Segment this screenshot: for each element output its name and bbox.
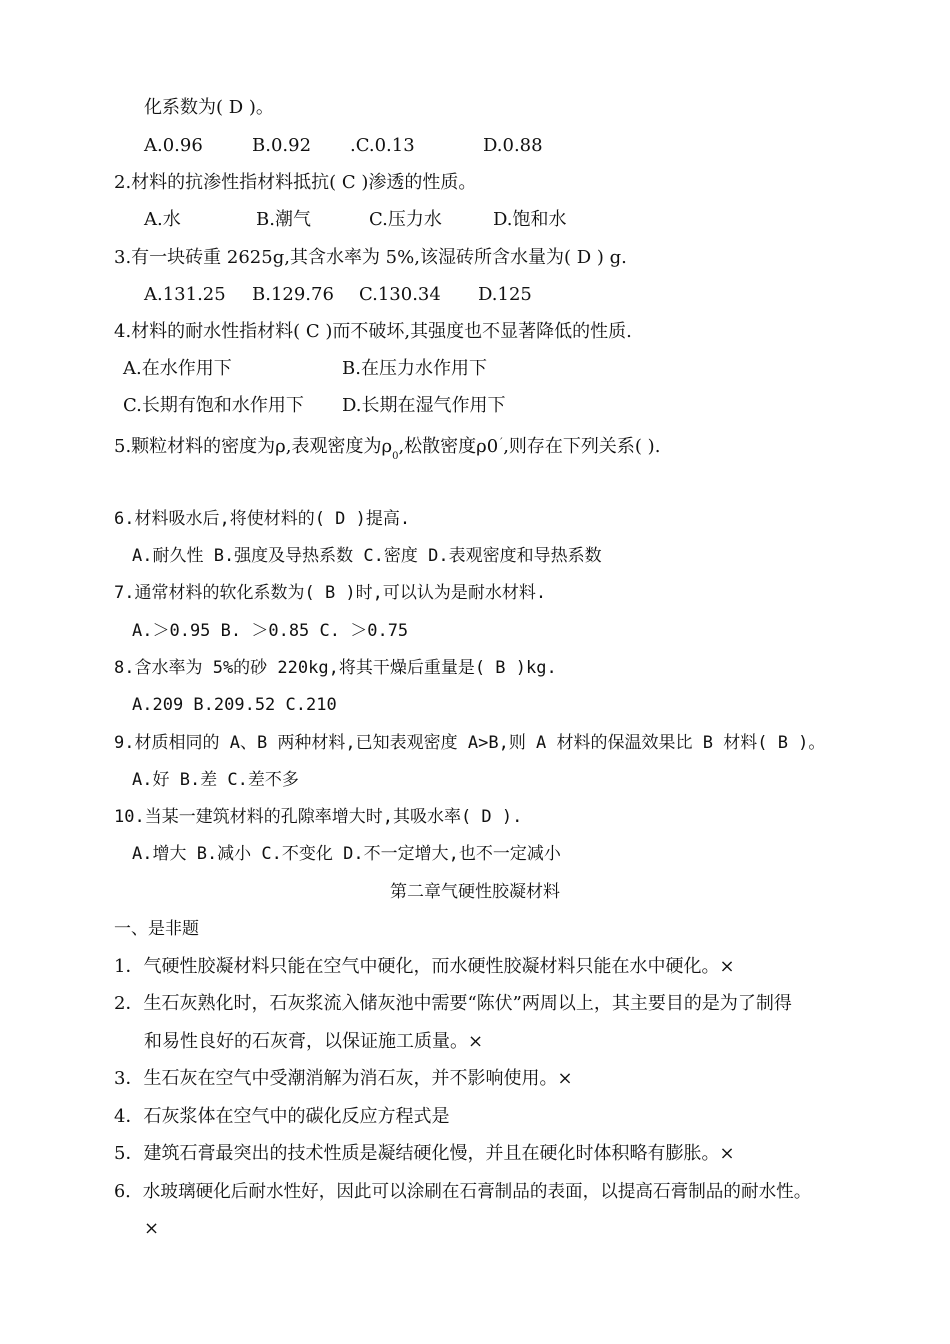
tf-item-4: 4．石灰浆体在空气中的碳化反应方程式是 bbox=[114, 1106, 450, 1127]
q8-options: A.209 B.209.52 C.210 bbox=[132, 695, 337, 715]
q6-text: 6.材料吸水后,将使材料的( D )提高. bbox=[114, 509, 411, 529]
q9-text: 9.材质相同的 A、B 两种材料,已知表观密度 A>B,则 A 材料的保温效果比 B 材料( B )。 bbox=[114, 733, 826, 753]
q9-options: A.好 B.差 C.差不多 bbox=[132, 770, 299, 790]
tf-item-6: 6．水玻璃硬化后耐水性好，因此可以涂刷在石膏制品的表面，以提高石膏制品的耐水性。 bbox=[114, 1182, 812, 1202]
q3-option-a: A.131.25 bbox=[144, 284, 226, 305]
q5-text-middle: ,松散密度ρ0 bbox=[398, 436, 499, 457]
q1-option-b: B.0.92 bbox=[252, 135, 312, 156]
tf-item-2-cont: 和易性良好的石灰膏，以保证施工质量。× bbox=[144, 1031, 484, 1052]
q5-superscript: ˊ bbox=[498, 438, 504, 449]
q7-options: A.＞0.95 B. ＞0.85 C. ＞0.75 bbox=[132, 621, 409, 641]
q2-option-b: B.潮气 bbox=[256, 209, 311, 230]
q2-option-d: D.饱和水 bbox=[493, 209, 567, 230]
q5-text-start: 5.颗粒材料的密度为ρ,表观密度为ρ bbox=[114, 436, 393, 457]
q4-option-d: D.长期在湿气作用下 bbox=[342, 395, 506, 416]
q4-text: 4.材料的耐水性指材料( C )而不破坏,其强度也不显著降低的性质. bbox=[114, 321, 632, 342]
q5-text-end: ,则存在下列关系( ). bbox=[503, 436, 661, 457]
q2-option-c: C.压力水 bbox=[369, 209, 442, 230]
q2-option-a: A.水 bbox=[144, 209, 181, 230]
q3-option-c: C.130.34 bbox=[359, 284, 441, 305]
tf-item-2: 2．生石灰熟化时，石灰浆流入储灰池中需要“陈伏”两周以上，其主要目的是为了制得 bbox=[114, 993, 792, 1014]
q1-tail: 化系数为( D )。 bbox=[144, 97, 274, 118]
q1-option-c: .C.0.13 bbox=[350, 135, 415, 156]
q4-option-c: C.长期有饱和水作用下 bbox=[123, 395, 304, 416]
tf-item-5: 5．建筑石膏最突出的技术性质是凝结硬化慢，并且在硬化时体积略有膨胀。× bbox=[114, 1143, 735, 1164]
q2-text: 2.材料的抗渗性指材料抵抗( C )渗透的性质。 bbox=[114, 172, 477, 193]
tf-item-1: 1．气硬性胶凝材料只能在空气中硬化，而水硬性胶凝材料只能在水中硬化。× bbox=[114, 956, 735, 977]
section-heading: 一、是非题 bbox=[114, 919, 199, 939]
tf-item-3: 3．生石灰在空气中受潮消解为消石灰，并不影响使用。× bbox=[114, 1068, 573, 1089]
q6-options: A.耐久性 B.强度及导热系数 C.密度 D.表观密度和导热系数 bbox=[132, 546, 602, 566]
q10-options: A.增大 B.减小 C.不变化 D.不一定增大,也不一定减小 bbox=[132, 844, 561, 864]
chapter-title: 第二章气硬性胶凝材料 bbox=[390, 882, 560, 902]
q4-option-b: B.在压力水作用下 bbox=[342, 358, 487, 379]
q10-text: 10.当某一建筑材料的孔隙率增大时,其吸水率( D ). bbox=[114, 807, 523, 827]
q5-subscript: 0 bbox=[392, 451, 399, 462]
q4-option-a: A.在水作用下 bbox=[123, 358, 232, 379]
q3-option-b: B.129.76 bbox=[252, 284, 334, 305]
tf-item-6-cont: × bbox=[144, 1218, 160, 1239]
q1-option-d: D.0.88 bbox=[483, 135, 543, 156]
q1-option-a: A.0.96 bbox=[144, 135, 203, 156]
q3-text: 3.有一块砖重 2625g,其含水率为 5%,该湿砖所含水量为( D ) g. bbox=[114, 247, 627, 268]
q7-text: 7.通常材料的软化系数为( B )时,可以认为是耐水材料. bbox=[114, 583, 547, 603]
q5-text bbox=[114, 432, 660, 469]
q3-option-d: D.125 bbox=[478, 284, 532, 305]
q8-text: 8.含水率为 5%的砂 220kg,将其干燥后重量是( B )kg. bbox=[114, 658, 557, 678]
